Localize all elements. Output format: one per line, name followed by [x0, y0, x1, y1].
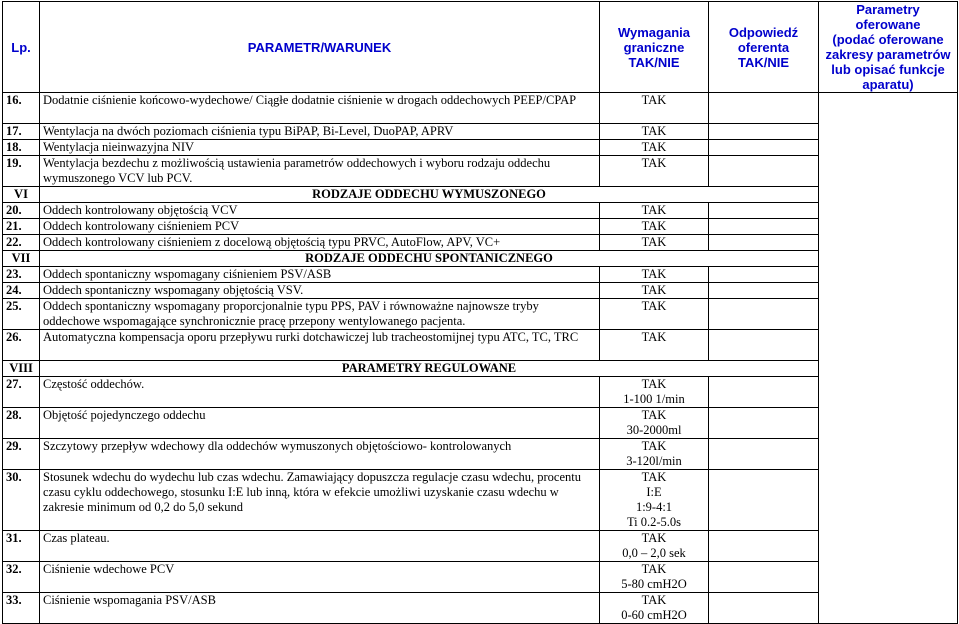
requirement-range: 3-120l/min — [626, 454, 682, 468]
row-text: Częstość oddechów. — [40, 377, 600, 408]
row-requirement — [600, 593, 709, 624]
requirement-flag: TAK — [641, 470, 667, 484]
row-number: 22. — [3, 235, 40, 251]
row-answer-cell[interactable] — [709, 470, 819, 531]
row-text: Automatyczna kompensacja oporu przepływu rurki dotchawiczej lub tracheostomijnej typu ATC, TC, TRC — [40, 330, 600, 361]
row-text: Dodatnie ciśnienie końcowo-wydechowe/ Ciągłe dodatnie ciśnienie w drogach oddechowych PEEP/CPAP — [40, 93, 600, 124]
row-answer-cell[interactable] — [709, 219, 819, 235]
table-row — [3, 219, 958, 235]
row-requirement: TAK — [600, 219, 709, 235]
requirement-flag: TAK — [641, 562, 667, 576]
table-row — [3, 283, 958, 299]
row-number: 24. — [3, 283, 40, 299]
table-row — [3, 377, 958, 408]
row-requirement: TAK — [600, 203, 709, 219]
requirement-flag: TAK — [641, 439, 667, 453]
requirement-range: 30-2000ml — [626, 423, 682, 437]
requirement-range: 1-100 1/min — [623, 392, 685, 406]
requirement-ratio-range: 1:9-4:1 — [635, 500, 673, 514]
row-text: Stosunek wdechu do wydechu lub czas wdechu. Zamawiający dopuszcza regulacje czasu wdechu, procentu czasu cyklu oddechowego, stosunku I:E lub inną, która w efekcie umożliwi uzyskanie czasu wdechu w zakresie minimum od 0,2 do 5,0 sekund — [40, 470, 600, 531]
row-requirement: TAK — [600, 299, 709, 330]
row-text: Ciśnienie wdechowe PCV — [40, 562, 600, 593]
row-answer-cell[interactable] — [709, 124, 819, 140]
row-answer-cell[interactable] — [709, 562, 819, 593]
row-requirement — [600, 470, 709, 531]
row-number: 33. — [3, 593, 40, 624]
header-requirements: Wymagania graniczne TAK/NIE — [600, 2, 709, 93]
table-row — [3, 470, 958, 531]
requirement-flag: TAK — [641, 593, 667, 607]
row-text: Szczytowy przepływ wdechowy dla oddechów wymuszonych objętościowo- kontrolowanych — [40, 439, 600, 470]
section-number: VII — [3, 251, 40, 267]
table-row — [3, 593, 958, 624]
row-answer-cell[interactable] — [709, 299, 819, 330]
row-number: 29. — [3, 439, 40, 470]
row-requirement: TAK — [600, 140, 709, 156]
requirement-flag: TAK — [641, 531, 667, 545]
header-parameter: PARAMETR/WARUNEK — [40, 2, 600, 93]
table-row — [3, 235, 958, 251]
row-number: 25. — [3, 299, 40, 330]
section-number: VIII — [3, 361, 40, 377]
row-requirement: TAK — [600, 330, 709, 361]
row-answer-cell[interactable] — [709, 203, 819, 219]
row-answer-cell[interactable] — [709, 408, 819, 439]
row-requirement: TAK — [600, 283, 709, 299]
row-text: Oddech kontrolowany objętością VCV — [40, 203, 600, 219]
requirement-flag: TAK — [641, 377, 667, 391]
header-offered-params — [819, 2, 958, 93]
requirement-flag: TAK — [641, 408, 667, 422]
table-row — [3, 267, 958, 283]
table-row — [3, 140, 958, 156]
row-text: Objętość pojedynczego oddechu — [40, 408, 600, 439]
section-title: PARAMETRY REGULOWANE — [40, 361, 819, 377]
row-text: Wentylacja nieinwazyjna NIV — [40, 140, 600, 156]
row-number: 19. — [3, 156, 40, 187]
row-answer-cell[interactable] — [709, 531, 819, 562]
row-number: 17. — [3, 124, 40, 140]
row-answer-cell[interactable] — [709, 377, 819, 408]
header-lp: Lp. — [3, 2, 40, 93]
requirement-range: 0,0 – 2,0 sek — [622, 546, 686, 560]
row-requirement — [600, 408, 709, 439]
section-row — [3, 187, 958, 203]
table-row — [3, 203, 958, 219]
offered-params-cell[interactable] — [819, 93, 958, 624]
row-text: Wentylacja bezdechu z możliwością ustawienia parametrów oddechowych i wyboru rodzaju oddechu wymuszonego VCV lub PCV. — [40, 156, 600, 187]
row-number: 32. — [3, 562, 40, 593]
row-requirement — [600, 562, 709, 593]
header-offered-subtitle: (podać oferowane zakresy parametrów lub opisać funkcje aparatu) — [825, 32, 951, 92]
section-title: RODZAJE ODDECHU SPONTANICZNEGO — [40, 251, 819, 267]
requirement-ratio-label: I:E — [646, 485, 662, 499]
row-number: 28. — [3, 408, 40, 439]
row-text: Ciśnienie wspomagania PSV/ASB — [40, 593, 600, 624]
requirement-ti-range: Ti 0.2-5.0s — [626, 515, 682, 529]
table-row — [3, 299, 958, 330]
header-answer: Odpowiedź oferenta TAK/NIE — [709, 2, 819, 93]
table-row — [3, 408, 958, 439]
row-answer-cell[interactable] — [709, 267, 819, 283]
row-answer-cell[interactable] — [709, 156, 819, 187]
requirement-range: 5-80 cmH2O — [621, 577, 687, 591]
row-answer-cell[interactable] — [709, 235, 819, 251]
section-number: VI — [3, 187, 40, 203]
row-requirement: TAK — [600, 267, 709, 283]
table-row — [3, 124, 958, 140]
row-number: 20. — [3, 203, 40, 219]
row-requirement — [600, 531, 709, 562]
table-row — [3, 156, 958, 187]
table-row — [3, 330, 958, 361]
row-requirement: TAK — [600, 124, 709, 140]
row-text: Oddech kontrolowany ciśnieniem z docelową objętością typu PRVC, AutoFlow, APV, VC+ — [40, 235, 600, 251]
row-answer-cell[interactable] — [709, 439, 819, 470]
row-requirement: TAK — [600, 235, 709, 251]
row-requirement — [600, 377, 709, 408]
table-row — [3, 562, 958, 593]
row-text: Wentylacja na dwóch poziomach ciśnienia typu BiPAP, Bi-Level, DuoPAP, APRV — [40, 124, 600, 140]
row-answer-cell[interactable] — [709, 93, 819, 124]
row-number: 26. — [3, 330, 40, 361]
row-number: 21. — [3, 219, 40, 235]
section-title: RODZAJE ODDECHU WYMUSZONEGO — [40, 187, 819, 203]
row-answer-cell[interactable] — [709, 140, 819, 156]
section-row — [3, 361, 958, 377]
row-number: 18. — [3, 140, 40, 156]
header-offered-title: Parametry oferowane — [855, 2, 921, 32]
row-text: Oddech kontrolowany ciśnieniem PCV — [40, 219, 600, 235]
row-text: Czas plateau. — [40, 531, 600, 562]
row-answer-cell[interactable] — [709, 330, 819, 361]
specification-table — [2, 1, 958, 624]
requirement-range: 0-60 cmH2O — [621, 608, 687, 622]
row-number: 30. — [3, 470, 40, 531]
row-number: 16. — [3, 93, 40, 124]
row-number: 23. — [3, 267, 40, 283]
section-row — [3, 251, 958, 267]
table-row — [3, 439, 958, 470]
row-requirement: TAK — [600, 93, 709, 124]
row-answer-cell[interactable] — [709, 283, 819, 299]
row-requirement — [600, 439, 709, 470]
table-row — [3, 93, 958, 124]
row-number: 31. — [3, 531, 40, 562]
row-requirement: TAK — [600, 156, 709, 187]
row-answer-cell[interactable] — [709, 593, 819, 624]
row-number: 27. — [3, 377, 40, 408]
table-row — [3, 531, 958, 562]
row-text: Oddech spontaniczny wspomagany ciśnieniem PSV/ASB — [40, 267, 600, 283]
row-text: Oddech spontaniczny wspomagany objętością VSV. — [40, 283, 600, 299]
header-row — [3, 2, 958, 93]
row-text: Oddech spontaniczny wspomagany proporcjonalnie typu PPS, PAV i równoważne najnowsze tryby oddechowe wspomagające synchronicznie pracę przepony wentylowanego pacjenta. — [40, 299, 600, 330]
